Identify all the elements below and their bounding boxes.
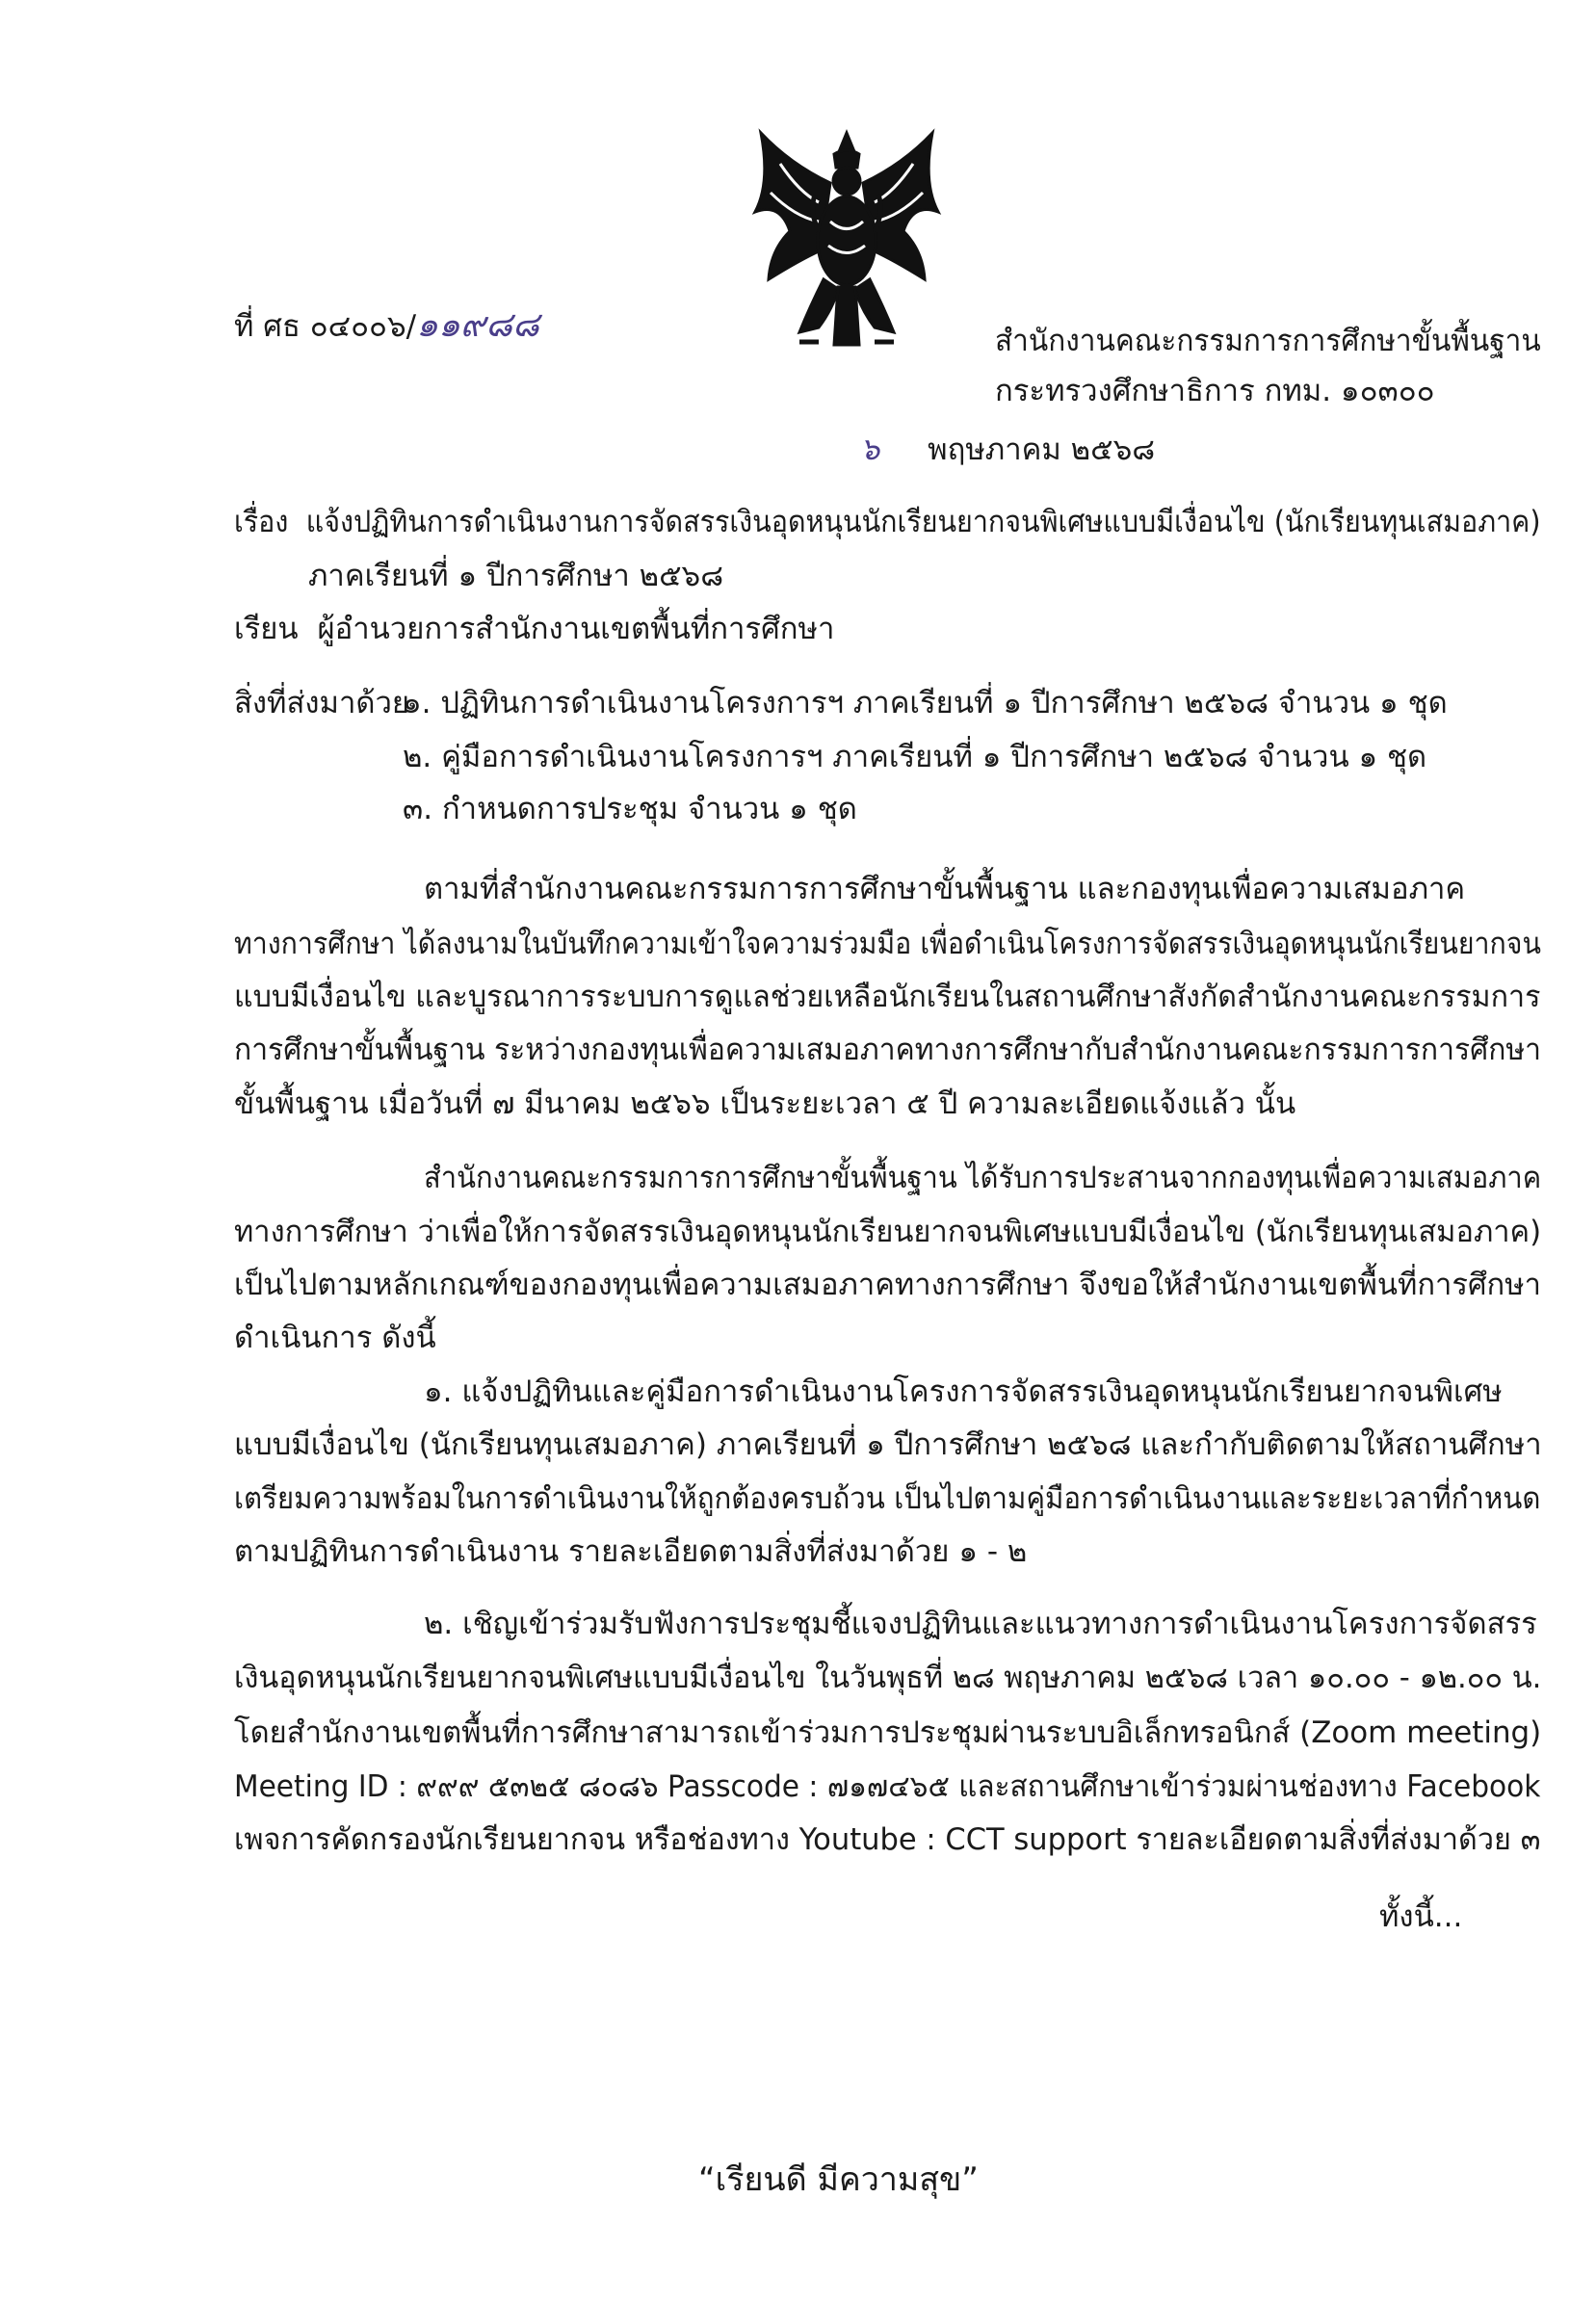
office-name: สำนักงานคณะกรรมการการศึกษาขั้นพื้นฐาน — [995, 324, 1541, 358]
paragraph-3-line: แบบมีเงื่อนไข (นักเรียนทุนเสมอภาค) ภาคเรียนที่ ๑ ปีการศึกษา ๒๕๖๘ และกำกับติดตามให้สถานศึกษา — [234, 1427, 1542, 1462]
paragraph-1-line: ขั้นพื้นฐาน เมื่อวันที่ ๗ มีนาคม ๒๕๖๖ เป็นระยะเวลา ๕ ปี ความละเอียดแจ้งแล้ว นั้น — [234, 1086, 1296, 1121]
paragraph-4-line: เพจการคัดกรองนักเรียนยากจน หรือช่องทาง Youtube : CCT support รายละเอียดตามสิ่งที่ส่งมาด้วย ๓ — [234, 1822, 1541, 1857]
paragraph-1-line: แบบมีเงื่อนไข และบูรณาการระบบการดูแลช่วยเหลือนักเรียนในสถานศึกษาสังกัดสำนักงานคณะกรรมการ — [234, 980, 1541, 1014]
subject-line-2: ภาคเรียนที่ ๑ ปีการศึกษา ๒๕๖๘ — [308, 559, 724, 593]
paragraph-2-line: ทางการศึกษา ว่าเพื่อให้การจัดสรรเงินอุดหนุนนักเรียนยากจนพิเศษแบบมีเงื่อนไข (นักเรียนทุนเสมอภาค) — [234, 1215, 1542, 1249]
subject-label: เรื่อง — [234, 505, 289, 539]
reference-handwritten: ๑๑๙๘๘ — [416, 305, 539, 345]
date-day-handwritten: ๖ — [860, 431, 880, 467]
addressee-label: เรียน — [234, 612, 299, 646]
date-line — [860, 430, 1155, 469]
paragraph-3-line: ๑. แจ้งปฏิทินและคู่มือการดำเนินงานโครงการจัดสรรเงินอุดหนุนนักเรียนยากจนพิเศษ — [424, 1374, 1503, 1409]
motto: “เรียนดี มีความสุข” — [698, 2160, 979, 2199]
paragraph-2-line: ดำเนินการ ดังนี้ — [234, 1321, 436, 1355]
paragraph-4-line: เงินอุดหนุนนักเรียนยากจนพิเศษแบบมีเงื่อนไข ในวันพุธที่ ๒๘ พฤษภาคม ๒๕๖๘ เวลา ๑๐.๐๐ - ๑๒.๐๐ น. — [234, 1661, 1542, 1695]
paragraph-1-line: การศึกษาขั้นพื้นฐาน ระหว่างกองทุนเพื่อความเสมอภาคทางการศึกษากับสำนักงานคณะกรรมการการศึกษา — [234, 1033, 1542, 1067]
enclosure-item: ๑. ปฏิทินการดำเนินงานโครงการฯ ภาคเรียนที่ ๑ ปีการศึกษา ๒๕๖๘ จำนวน ๑ ชุด — [403, 686, 1448, 720]
enclosure-item: ๓. กำหนดการประชุม จำนวน ๑ ชุด — [403, 792, 857, 826]
paragraph-1-line: ตามที่สำนักงานคณะกรรมการการศึกษาขั้นพื้นฐาน และกองทุนเพื่อความเสมอภาค — [424, 872, 1466, 906]
paragraph-4-line: ๒. เชิญเข้าร่วมรับฟังการประชุมชี้แจงปฏิทินและแนวทางการดำเนินงานโครงการจัดสรร — [424, 1607, 1537, 1641]
paragraph-3-line: เตรียมความพร้อมในการดำเนินงานให้ถูกต้องครบถ้วน เป็นไปตามคู่มือการดำเนินงานและระยะเวลาที่กำหนด — [234, 1481, 1541, 1516]
reference-number — [234, 306, 539, 346]
paragraph-4-line: โดยสำนักงานเขตพื้นที่การศึกษาสามารถเข้าร่วมการประชุมผ่านระบบอิเล็กทรอนิกส์ (Zoom meeting) — [234, 1715, 1542, 1750]
paragraph-2-line: สำนักงานคณะกรรมการการศึกษาขั้นพื้นฐาน ได้รับการประสานจากกองทุนเพื่อความเสมอภาค — [424, 1161, 1542, 1195]
subject-line-1 — [234, 503, 1541, 541]
enclosures-label: สิ่งที่ส่งมาด้วย — [234, 686, 410, 720]
enclosure-item: ๒. คู่มือการดำเนินงานโครงการฯ ภาคเรียนที่ ๑ ปีการศึกษา ๒๕๖๘ จำนวน ๑ ชุด — [403, 740, 1427, 774]
garuda-emblem-icon — [742, 125, 952, 356]
subject-text: แจ้งปฏิทินการดำเนินงานการจัดสรรเงินอุดหนุนนักเรียนยากจนพิเศษแบบมีเงื่อนไข (นักเรียนทุนเสมอภาค) — [305, 505, 1541, 539]
date-month-year: พฤษภาคม ๒๕๖๘ — [928, 432, 1156, 467]
addressee-text: ผู้อำนวยการสำนักงานเขตพื้นที่การศึกษา — [317, 612, 835, 646]
paragraph-3-line: ตามปฏิทินการดำเนินงาน รายละเอียดตามสิ่งที่ส่งมาด้วย ๑ - ๒ — [234, 1534, 1028, 1569]
paragraph-2-line: เป็นไปตามหลักเกณฑ์ของกองทุนเพื่อความเสมอภาคทางการศึกษา จึงขอให้สำนักงานเขตพื้นที่การศึกษา — [234, 1268, 1541, 1302]
continued-marker: ทั้งนี้... — [1379, 1899, 1463, 1934]
paragraph-1-line: ทางการศึกษา ได้ลงนามในบันทึกความเข้าใจความร่วมมือ เพื่อดำเนินโครงการจัดสรรเงินอุดหนุนนักเรียนยากจน — [234, 927, 1541, 961]
reference-prefix: ที่ ศธ ๐๔๐๐๖/ — [234, 309, 417, 344]
addressee-line — [234, 610, 834, 648]
office-address: กระทรวงศึกษาธิการ กทม. ๑๐๓๐๐ — [995, 374, 1435, 408]
paragraph-4-line: Meeting ID : ๙๙๙ ๕๓๒๕ ๘๐๘๖ Passcode : ๗๑๗๔๖๕ และสถานศึกษาเข้าร่วมผ่านช่องทาง Facebook — [234, 1769, 1541, 1804]
